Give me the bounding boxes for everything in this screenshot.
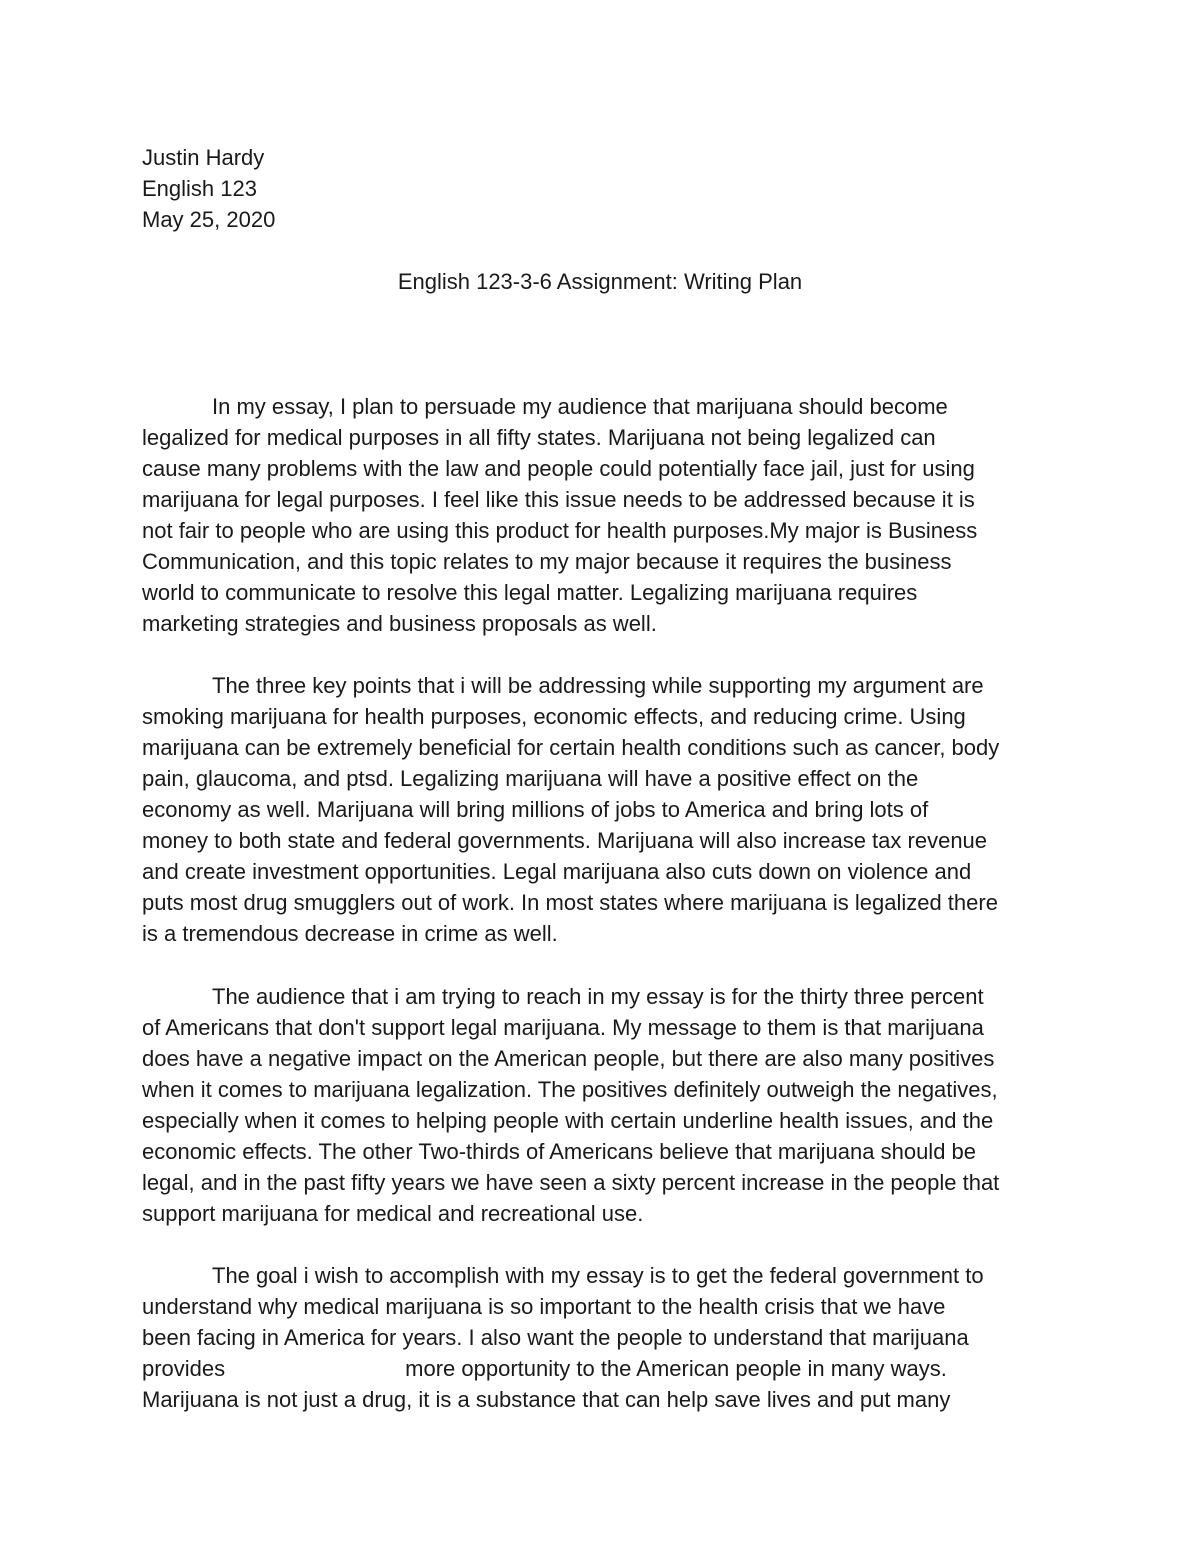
course-name: English 123 xyxy=(142,176,257,201)
text-line: and create investment opportunities. Legal marijuana also cuts down on violence and xyxy=(142,859,972,884)
text-line: when it comes to marijuana legalization. The positives definitely outweigh the negatives, xyxy=(142,1077,998,1102)
paragraph-3 xyxy=(142,981,999,1229)
text-line: is a tremendous decrease in crime as well. xyxy=(142,921,558,946)
text-line: support marijuana for medical and recreational use. xyxy=(142,1201,644,1226)
text-line: In my essay, I plan to persuade my audience that marijuana should become xyxy=(212,394,948,419)
text-line: smoking marijuana for health purposes, economic effects, and reducing crime. Using xyxy=(142,704,966,729)
document-date: May 25, 2020 xyxy=(142,207,276,232)
text-line: especially when it comes to helping people with certain underline health issues, and the xyxy=(142,1108,994,1133)
text-line: not fair to people who are using this product for health purposes.My major is Business xyxy=(142,518,978,543)
text-line: Communication, and this topic relates to my major because it requires the business xyxy=(142,549,952,574)
text-line: economy as well. Marijuana will bring millions of jobs to America and bring lots of xyxy=(142,797,929,822)
paragraph-4 xyxy=(142,1260,984,1415)
text-line: The audience that i am trying to reach in my essay is for the thirty three percent xyxy=(212,984,984,1009)
document-title: English 123-3-6 Assignment: Writing Plan xyxy=(397,269,803,294)
text-line: Marijuana is not just a drug, it is a substance that can help save lives and put many xyxy=(142,1387,951,1412)
paragraph-1 xyxy=(142,391,977,639)
text-line: cause many problems with the law and people could potentially face jail, just for using xyxy=(142,456,975,481)
text-line: pain, glaucoma, and ptsd. Legalizing marijuana will have a positive effect on the xyxy=(142,766,919,791)
author-name: Justin Hardy xyxy=(142,145,265,170)
paragraph-2 xyxy=(142,670,999,949)
text-line: understand why medical marijuana is so important to the health crisis that we have xyxy=(142,1294,946,1319)
text-line: legal, and in the past fifty years we have seen a sixty percent increase in the people that xyxy=(142,1170,1000,1195)
text-line: world to communicate to resolve this legal matter. Legalizing marijuana requires xyxy=(142,580,918,605)
text-line: been facing in America for years. I also want the people to understand that marijuana xyxy=(142,1325,969,1350)
text-line: marijuana can be extremely beneficial for certain health conditions such as cancer, body xyxy=(142,735,1000,760)
split-line-end: more opportunity to the American people in many ways. xyxy=(405,1356,947,1381)
text-line: legalized for medical purposes in all fifty states. Marijuana not being legalized can xyxy=(142,425,936,450)
document-header xyxy=(142,142,275,235)
text-line: puts most drug smugglers out of work. In most states where marijuana is legalized there xyxy=(142,890,998,915)
split-line-start: provides xyxy=(142,1356,226,1381)
text-line: money to both state and federal governments. Marijuana will also increase tax revenue xyxy=(142,828,988,853)
split-text-line xyxy=(142,1353,984,1384)
text-line: marketing strategies and business proposals as well. xyxy=(142,611,657,636)
text-line: of Americans that don't support legal marijuana. My message to them is that marijuana xyxy=(142,1015,984,1040)
text-line: The three key points that i will be addressing while supporting my argument are xyxy=(212,673,984,698)
text-line: The goal i wish to accomplish with my essay is to get the federal government to xyxy=(212,1263,984,1288)
text-line: marijuana for legal purposes. I feel like this issue needs to be addressed because it is xyxy=(142,487,975,512)
text-line: does have a negative impact on the American people, but there are also many positives xyxy=(142,1046,995,1071)
text-line: economic effects. The other Two-thirds of Americans believe that marijuana should be xyxy=(142,1139,977,1164)
